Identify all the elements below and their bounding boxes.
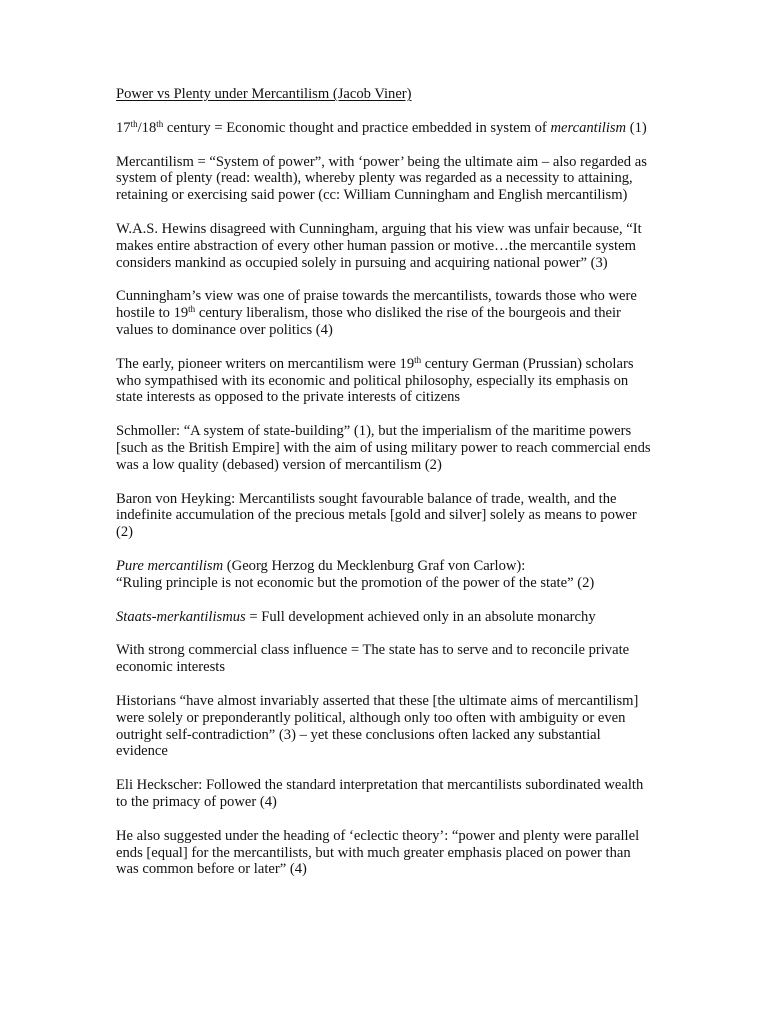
paragraph-heckscher: Eli Heckscher: Followed the standard interpretation that mercantilists subordinated wealth to the primacy of power (4) xyxy=(116,777,644,810)
document-page xyxy=(116,86,654,895)
paragraph-schmoller: Schmoller: “A system of state-building” (1), but the imperialism of the maritime powers [such as the British Empire] with the aim of using military power to reach commercial ends was a low quality (debased) version of mercantilism (2) xyxy=(116,423,651,473)
paragraph-century: 17th/18th century = Economic thought and practice embedded in system of mercantilism (1) xyxy=(116,118,647,136)
paragraph-cunningham-view: Cunningham’s view was one of praise towards the mercantilists, towards those who were hostile to 19th century liberalism, those who disliked the rise of the bourgeois and their values to dominance over politics (4) xyxy=(116,288,637,338)
paragraph-eclectic-theory: He also suggested under the heading of ‘eclectic theory’: “power and plenty were parallel ends [equal] for the mercantilists, but with much greater emphasis placed on power than was common before or later” (4) xyxy=(116,827,640,878)
paragraph-von-heyking: Baron von Heyking: Mercantilists sought favourable balance of trade, wealth, and the indefinite accumulation of the precious metals [gold and silver] solely as means to power (2) xyxy=(116,490,637,541)
paragraph-pure-mercantilism: Pure mercantilism (Georg Herzog du Mecklenburg Graf von Carlow): “Ruling principle is not economic but the promotion of the power of the state” (2) xyxy=(116,557,595,591)
paragraph-historians: Historians “have almost invariably asserted that these [the ultimate aims of mercantilism] were solely or preponderantly political, although only too often with ambiguity or even outright self-contradiction” (3) – yet these conclusions often lacked any substantial evidence xyxy=(116,692,639,760)
paragraph-staats-merkantilismus: Staats-merkantilismus = Full development achieved only in an absolute monarchy xyxy=(116,608,596,625)
paragraph-mercantilism-definition: Mercantilism = “System of power”, with ‘power’ being the ultimate aim – also regarded as system of plenty (read: wealth), whereby plenty was regarded as a necessity to attaining, retaining or exercising said power (cc: William Cunningham and English mercantilism) xyxy=(116,153,647,204)
document-title: Power vs Plenty under Mercantilism (Jacob Viner) xyxy=(116,86,412,102)
paragraph-pioneer-writers: The early, pioneer writers on mercantilism were 19th century German (Prussian) scholars who sympathised with its economic and political philosophy, especially its emphasis on state interests as opposed to the private interests of citizens xyxy=(116,354,634,406)
paragraph-commercial-class: With strong commercial class influence = The state has to serve and to reconcile private economic interests xyxy=(116,642,630,676)
paragraph-hewins: W.A.S. Hewins disagreed with Cunningham, arguing that his view was unfair because, “It makes entire abstraction of every other human passion or motive…the mercantile system considers mankind as occupied solely in pursuing and acquiring national power” (3) xyxy=(116,220,642,271)
